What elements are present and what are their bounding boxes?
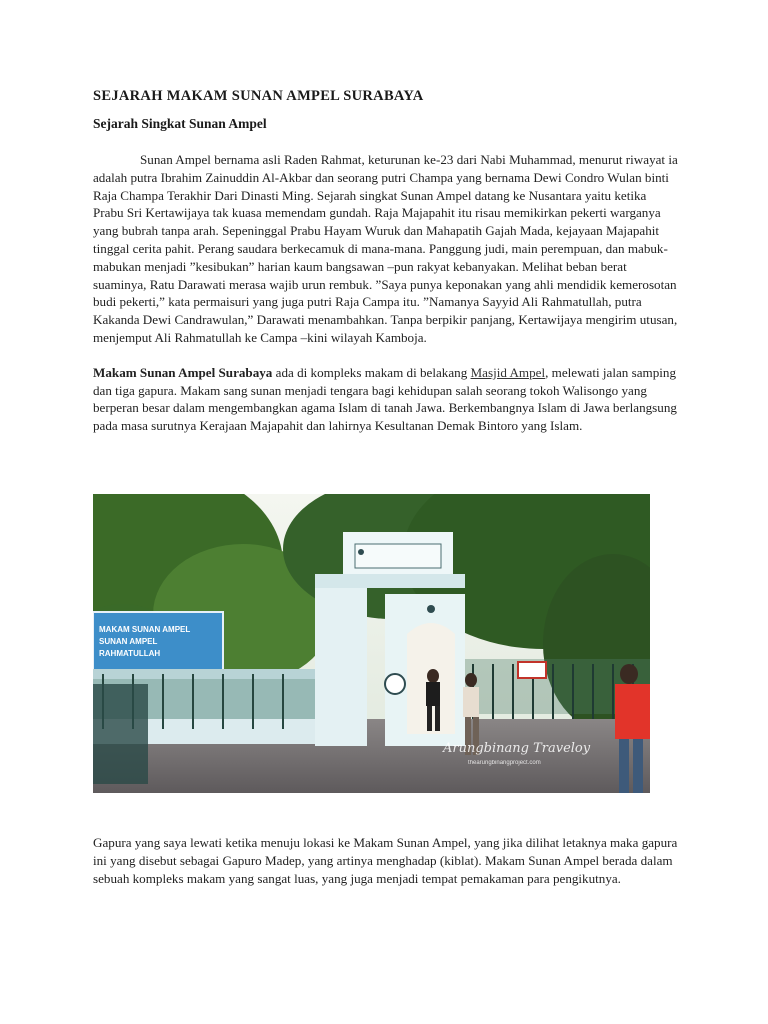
sign-line-2: SUNAN AMPEL [99,637,158,646]
text-before-link: ada di kompleks makam di belakang [272,364,471,380]
masjid-ampel-link[interactable]: Masjid Ampel [470,364,546,380]
photo-watermark-url: thearungbinangproject.com [468,760,541,766]
photo-watermark: Arungbinang Traveloy [443,741,591,756]
sign-line-3: RAHMATULLAH [99,649,161,658]
paragraph-gapura: Gapura yang saya lewati ketika menuju lokasi ke Makam Sunan Ampel, yang jika dilihat letaknya maka gapura ini yang disebut sebagai Gapuro Madep, yang artinya menghadap (kiblat). Makam Sunan Ampel berada dalam sebuah kompleks makam yang sangat luas, yang juga menjadi tempat pemakaman para pengikutnya. [93,835,678,886]
sign-line-1: MAKAM SUNAN AMPEL [99,625,191,634]
section-subtitle: Sejarah Singkat Sunan Ampel [93,116,267,131]
bold-lead: Makam Sunan Ampel Surabaya [93,364,273,380]
document-title: SEJARAH MAKAM SUNAN AMPEL SURABAYA [93,88,424,104]
document-page-lower [93,834,678,887]
paragraph-location [93,364,678,435]
paragraph-history: Sunan Ampel bernama asli Raden Rahmat, keturunan ke-23 dari Nabi Muhammad, menurut riwayat ia adalah putra Ibrahim Zainuddin Al-Akbar dan seorang putri Champa yang bernama Dewi Condro Wulan binti Raja Champa Terakhir Dari Dinasti Ming. Sejarah singkat Sunan Ampel datang ke Nusantara yaitu ketika Prabu Sri Kertawijaya tak kuasa memendam gundah. Raja Majapahit itu risau memikirkan pekerti warganya yang bubrah tanpa arah. Sepeninggal Prabu Hayam Wuruk dan Mahapatih Gajah Mada, kejayaan Majapahit tinggal cerita pahit. Perang saudara berkecamuk di mana-mana. Panggung judi, main perempuan, dan mabuk-mabukan menjadi ”kesibukan” harian kaum bangsawan –pun rakyat kebanyakan. Melihat beban berat suaminya, Ratu Darawati merasa wajib urun rembuk. ”Saya punya keponakan yang ahli mendidik kemerosotan budi pekerti,” kata permaisuri yang juga putri Raja Campa itu. ”Namanya Sayyid Ali Rahmatullah, putra Kakanda Dewi Candrawulan,” Darawati menambahkan. Tanpa berpikir panjang, Kertawijaya mengirim utusan, menjemput Ali Rahmatullah ke Campa –kini wilayah Kamboja. [93,152,678,345]
gapura-photo [93,494,650,793]
text-after-link: , melewati jalan samping dan tiga gapura. Makam sang sunan menjadi tengara bagi kehidupan salah seorang tokoh Walisongo yang berperan besar dalam mengembangkan agama Islam di tanah Jawa. Berkembangnya Islam di Jawa berlangsung pada masa surutnya Kerajaan Majapahit dan lahirnya Kesultanan Demak Bintoro yang Islam. [93,364,677,434]
document-page [93,86,678,435]
